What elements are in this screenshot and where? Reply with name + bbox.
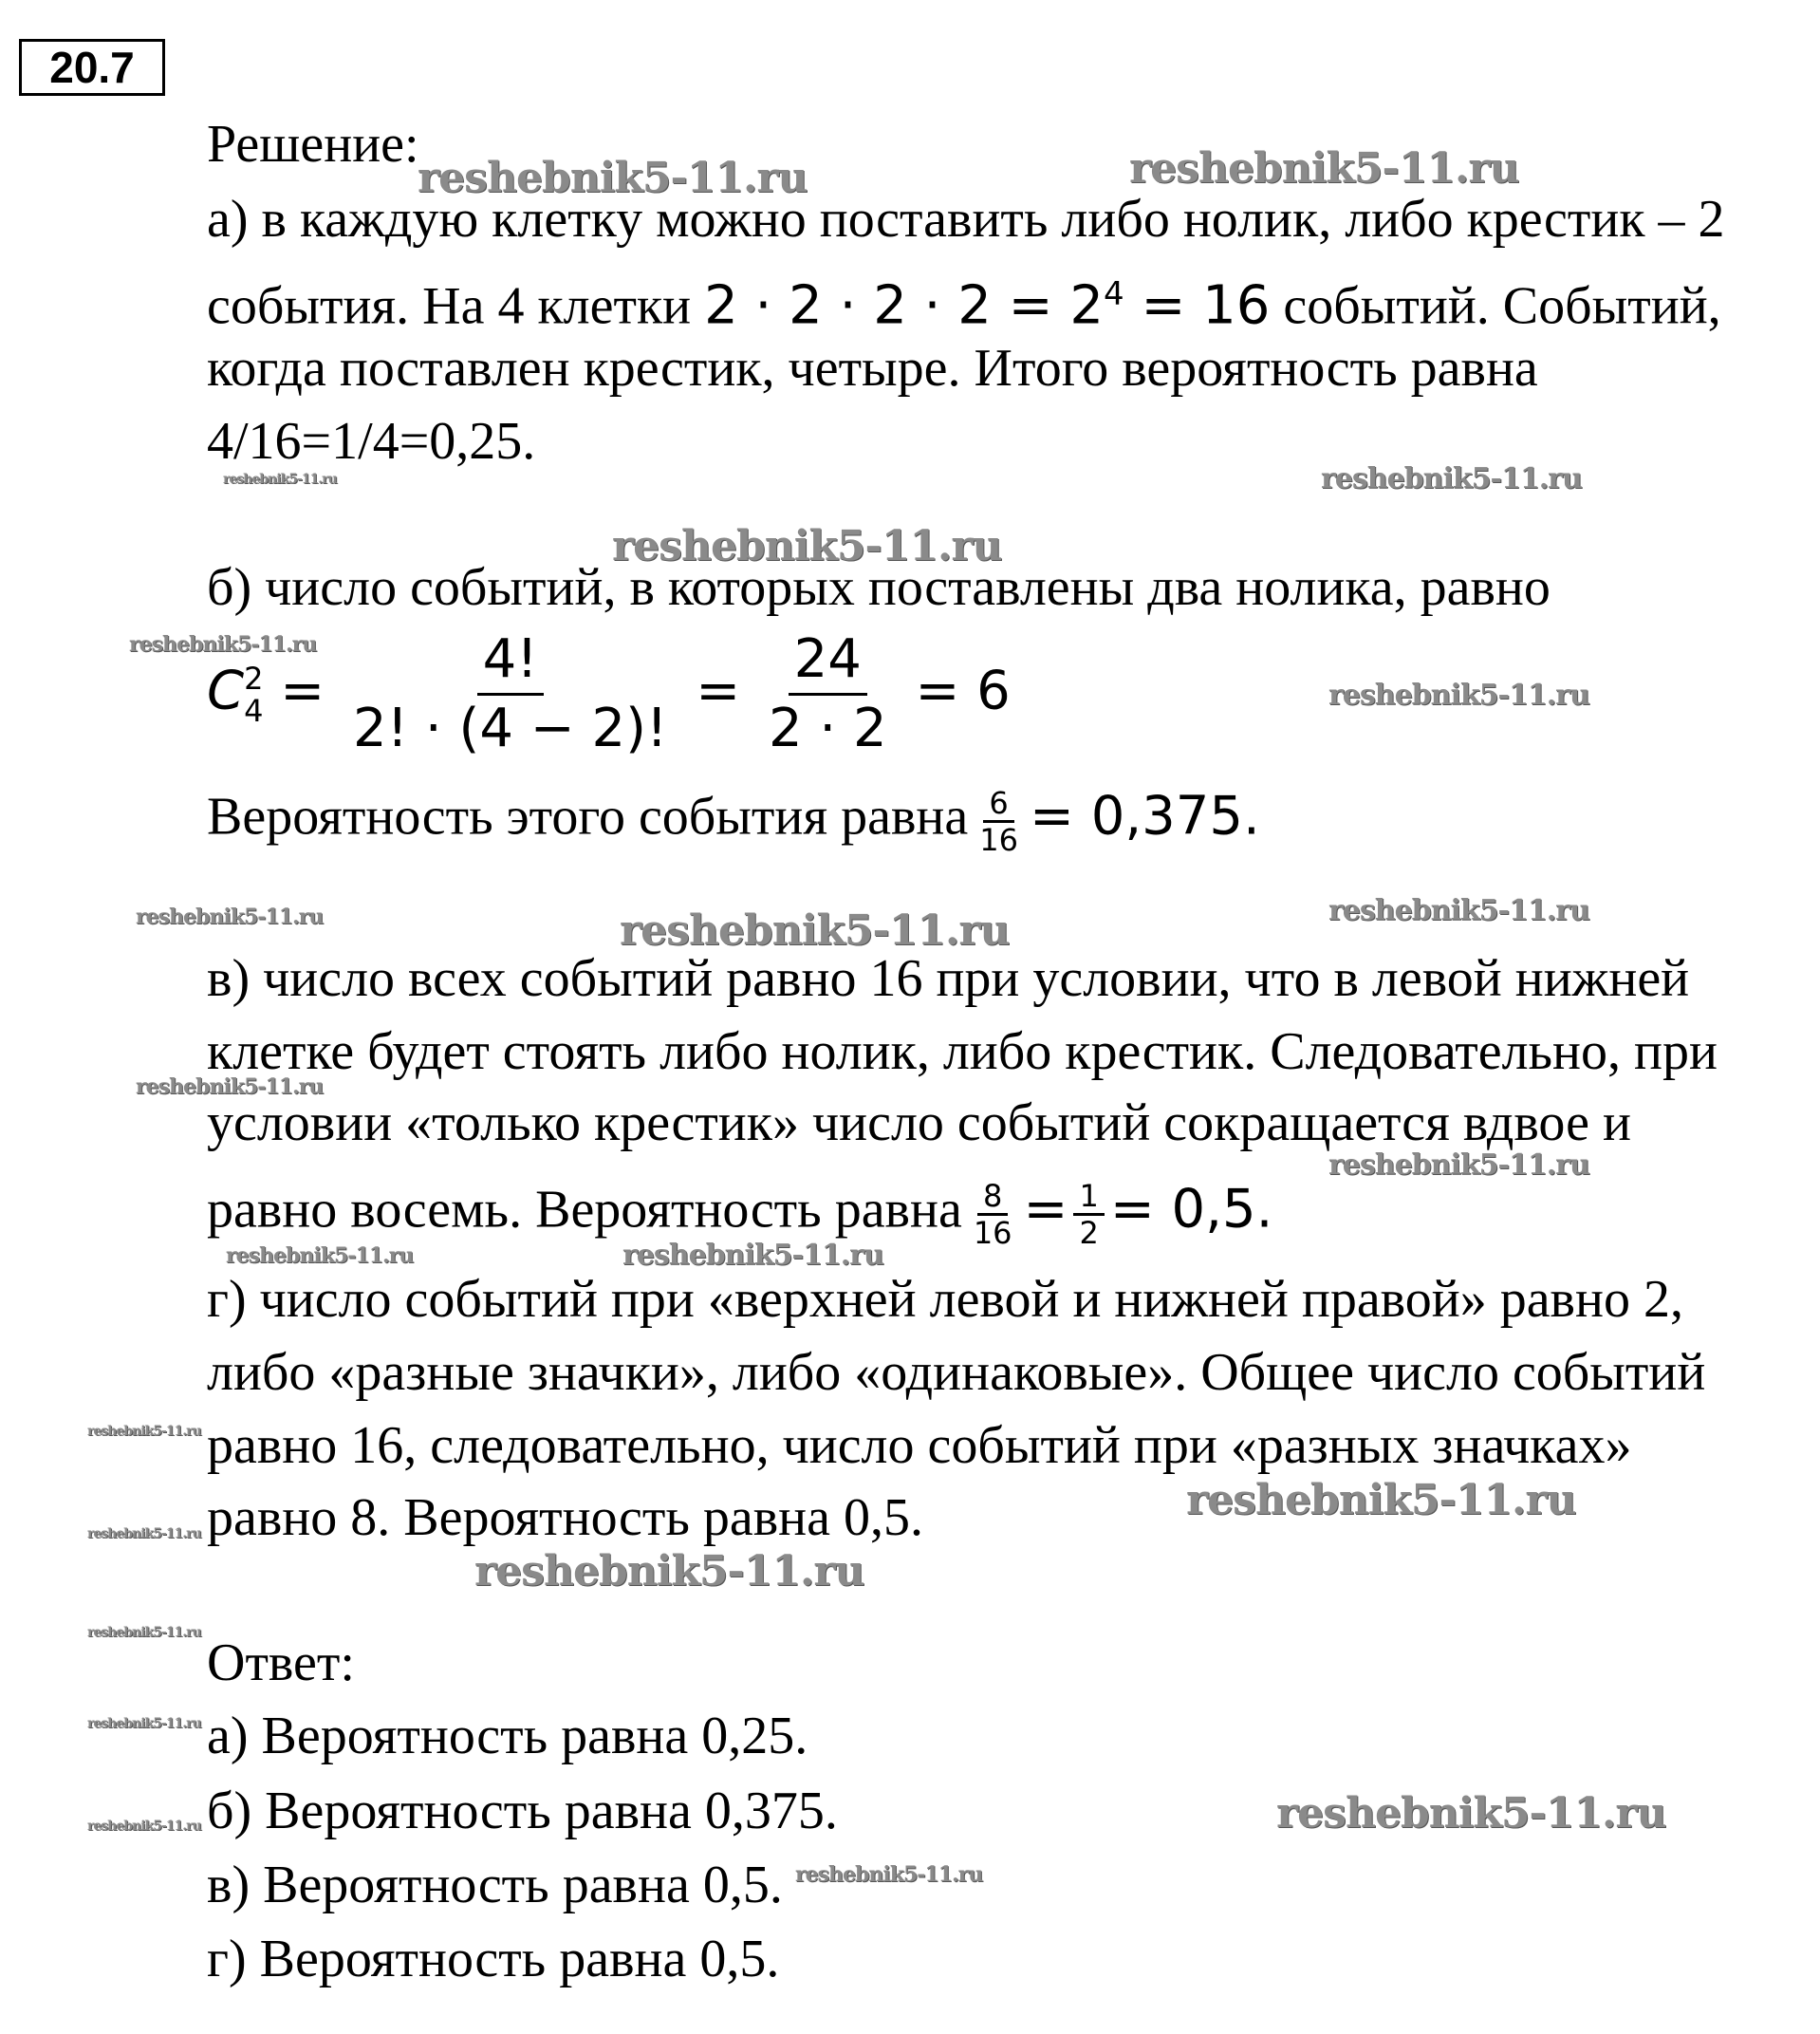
fraction: [1073, 1179, 1104, 1250]
denominator: 2! · (4 − 2)!: [353, 698, 668, 759]
part-g-line-1: г) число событий при «верхней левой и нижней правой» равно 2,: [207, 1270, 1683, 1329]
part-a-line-2: [207, 264, 1721, 337]
watermark: reshebnik5-11.ru: [1321, 462, 1582, 495]
equals: =: [280, 660, 325, 722]
equals: =: [696, 660, 741, 722]
part-a-line-4: 4/16=1/4=0,25.: [207, 412, 536, 471]
combination-formula: [207, 626, 1011, 762]
text: Вероятность этого события равна: [207, 787, 969, 847]
watermark: reshebnik5-11.ru: [474, 1547, 864, 1595]
numerator: 1: [1073, 1179, 1104, 1216]
part-v-line-1: в) число всех событий равно 16 при условии, что в левой нижней: [207, 949, 1690, 1008]
fraction: [968, 1179, 1018, 1250]
watermark: reshebnik5-11.ru: [87, 1716, 201, 1731]
watermark: reshebnik5-11.ru: [418, 154, 808, 202]
result: = 0,375.: [1029, 785, 1260, 848]
part-v-line-3: условии «только крестик» число событий сокращается вдвое и: [207, 1093, 1631, 1152]
part-g-line-4: равно 8. Вероятность равна 0,5.: [207, 1488, 923, 1547]
part-v-line-2: клетке будет стоять либо нолик, либо крестик. Следовательно, при: [207, 1022, 1718, 1081]
denominator: 16: [979, 822, 1018, 858]
watermark: reshebnik5-11.ru: [136, 1074, 324, 1099]
exponent: 4: [1104, 275, 1124, 313]
watermark: reshebnik5-11.ru: [620, 906, 1010, 955]
part-v-line-4: [207, 1179, 1272, 1250]
watermark: reshebnik5-11.ru: [136, 905, 324, 929]
numerator: 6: [983, 786, 1013, 823]
denominator: 16: [973, 1215, 1012, 1251]
part-b-line-1: б) число событий, в которых поставлены два нолика, равно: [207, 558, 1551, 617]
math-expression: = 16: [1124, 274, 1271, 337]
numerator: 4!: [477, 626, 544, 696]
watermark: reshebnik5-11.ru: [87, 1424, 201, 1439]
answer-item: в) Вероятность равна 0,5.: [207, 1856, 783, 1914]
answer-label: Ответ:: [207, 1633, 355, 1692]
part-g-line-2: либо «разные значки», либо «одинаковые». Общее число событий: [207, 1343, 1706, 1402]
result: = 0,5.: [1109, 1178, 1273, 1241]
watermark: reshebnik5-11.ru: [226, 1243, 414, 1268]
watermark: reshebnik5-11.ru: [795, 1862, 983, 1887]
numerator: 24: [789, 626, 867, 696]
numerator: 8: [977, 1179, 1008, 1216]
answer-item: а) Вероятность равна 0,25.: [207, 1707, 808, 1765]
watermark: reshebnik5-11.ru: [129, 632, 317, 657]
watermark: reshebnik5-11.ru: [1328, 679, 1589, 712]
watermark: reshebnik5-11.ru: [1328, 894, 1589, 927]
text: равно восемь. Вероятность равна: [207, 1180, 962, 1240]
text: события. На 4 клетки: [207, 276, 705, 336]
denominator: 2: [1079, 1215, 1099, 1251]
answer-item: б) Вероятность равна 0,375.: [207, 1782, 838, 1840]
part-g-line-3: равно 16, следовательно, число событий при «разных значках»: [207, 1416, 1632, 1475]
watermark: reshebnik5-11.ru: [612, 522, 1002, 570]
denominator: 2 · 2: [768, 698, 887, 759]
fraction: [347, 626, 673, 762]
watermark: reshebnik5-11.ru: [622, 1239, 883, 1272]
text: событий. Событий,: [1270, 276, 1721, 336]
part-a-line-1: а) в каждую клетку можно поставить либо нолик, либо крестик – 2: [207, 190, 1725, 249]
part-b-probability: [207, 786, 1260, 857]
watermark: reshebnik5-11.ru: [1328, 1148, 1589, 1182]
superscript: 2: [244, 660, 264, 697]
math-expression: 2 · 2 · 2 · 2 = 2: [704, 274, 1104, 337]
result: = 6: [915, 660, 1011, 722]
watermark: reshebnik5-11.ru: [1186, 1476, 1576, 1524]
part-a-line-3: когда поставлен крестик, четыре. Итого вероятность равна: [207, 339, 1538, 398]
answer-item: г) Вероятность равна 0,5.: [207, 1930, 780, 1988]
watermark: reshebnik5-11.ru: [1129, 144, 1519, 193]
watermark: reshebnik5-11.ru: [87, 1819, 201, 1834]
fraction: [974, 786, 1024, 857]
solution-label: Решение:: [207, 115, 419, 174]
watermark: reshebnik5-11.ru: [1276, 1789, 1666, 1838]
equals: =: [1023, 1178, 1068, 1241]
fraction: [763, 626, 893, 762]
watermark: reshebnik5-11.ru: [87, 1625, 201, 1640]
watermark: reshebnik5-11.ru: [223, 472, 337, 487]
watermark: reshebnik5-11.ru: [87, 1526, 201, 1541]
combination-symbol: C: [207, 660, 245, 722]
problem-number: 20.7: [19, 39, 165, 96]
subscript: 4: [244, 692, 264, 729]
